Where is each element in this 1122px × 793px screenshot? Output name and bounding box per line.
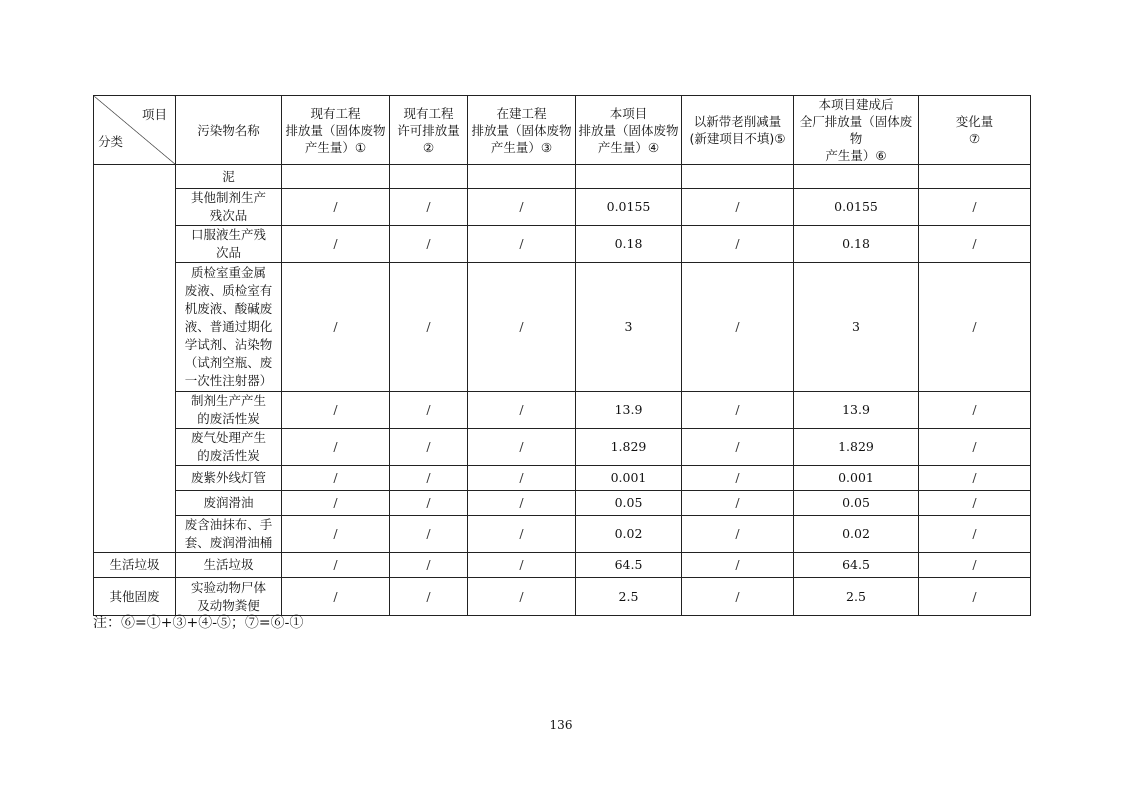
value-cell-c5: /	[682, 226, 794, 263]
category-cell	[94, 165, 176, 553]
header-line: (新建项目不填)⑤	[689, 131, 786, 146]
pollutant-name-line: 液、普通过期化	[184, 319, 273, 334]
pollutant-name-cell	[176, 189, 282, 226]
emissions-table	[93, 95, 1031, 616]
header-line: ⑦	[968, 131, 981, 146]
value-cell-c4: 3	[576, 263, 682, 392]
value-cell-c7: /	[919, 392, 1031, 429]
value-cell-c6: 64.5	[794, 553, 919, 578]
value-cell-c3: /	[468, 429, 576, 466]
value-cell-c4: 13.9	[576, 392, 682, 429]
pollutant-name-line: 套、废润滑油桶	[184, 535, 273, 550]
value-cell-c6: 0.0155	[794, 189, 919, 226]
pollutant-name-line: 的废活性炭	[197, 448, 260, 463]
value-cell-c1: /	[282, 263, 390, 392]
header-line: 产生量）③	[490, 139, 553, 155]
table-row	[94, 466, 1031, 491]
value-cell-c4: 64.5	[576, 553, 682, 578]
value-cell-c3: /	[468, 491, 576, 516]
table-body	[94, 165, 1031, 616]
value-cell-c4: 0.18	[576, 226, 682, 263]
value-cell-c5: /	[682, 553, 794, 578]
value-cell-c5: /	[682, 516, 794, 553]
value-cell-c2	[390, 165, 468, 189]
value-cell-c3: /	[468, 553, 576, 578]
value-cell-c1: /	[282, 226, 390, 263]
pollutant-name-line: 废润滑油	[203, 495, 254, 510]
value-cell-c4: 0.001	[576, 466, 682, 491]
value-cell-c2: /	[390, 263, 468, 392]
table-row	[94, 429, 1031, 466]
pollutant-name-line: 废液、质检室有	[184, 283, 273, 298]
value-cell-c1: /	[282, 516, 390, 553]
value-cell-c4: 2.5	[576, 578, 682, 616]
value-cell-c2: /	[390, 189, 468, 226]
value-cell-c3: /	[468, 466, 576, 491]
header-line: 本项目建成后	[818, 97, 894, 112]
pollutant-name-cell	[176, 578, 282, 616]
table-row	[94, 165, 1031, 189]
table-row	[94, 392, 1031, 429]
header-line: ②	[422, 139, 435, 155]
value-cell-c2: /	[390, 578, 468, 616]
pollutant-name-line: 其他制剂生产	[190, 190, 266, 205]
value-cell-c4: 1.829	[576, 429, 682, 466]
header-row	[94, 96, 1031, 165]
page-number: 136	[549, 718, 573, 732]
header-line: 许可排放量	[397, 122, 460, 138]
header-line: 排放量（固体废物	[471, 122, 572, 138]
pollutant-name-cell	[176, 392, 282, 429]
header-col3	[468, 96, 576, 165]
header-line: 以新带老削减量	[693, 114, 782, 129]
table-row	[94, 263, 1031, 392]
pollutant-name-line: 一次性注射器）	[184, 373, 273, 388]
pollutant-name-cell	[176, 491, 282, 516]
value-cell-c5: /	[682, 491, 794, 516]
pollutant-name-line: 废含油抹布、手	[184, 517, 273, 532]
pollutant-name-line: 质检室重金属	[190, 265, 266, 280]
value-cell-c6: 0.001	[794, 466, 919, 491]
pollutant-name-line: 制剂生产产生	[190, 393, 266, 408]
header-line: 本项目	[609, 105, 648, 121]
value-cell-c6: 0.18	[794, 226, 919, 263]
table-row	[94, 491, 1031, 516]
value-cell-c4	[576, 165, 682, 189]
pollutant-name-line: 泥	[222, 168, 235, 184]
value-cell-c2: /	[390, 491, 468, 516]
category-cell: 生活垃圾	[94, 553, 176, 578]
value-cell-c6	[794, 165, 919, 189]
value-cell-c3: /	[468, 189, 576, 226]
header-col6	[794, 96, 919, 165]
value-cell-c2: /	[390, 466, 468, 491]
pollutant-name-line: 废紫外线灯管	[190, 470, 266, 485]
value-cell-c4: 0.0155	[576, 189, 682, 226]
header-line: 全厂排放量（固体废物	[799, 114, 913, 146]
pollutant-name-cell	[176, 516, 282, 553]
value-cell-c5: /	[682, 429, 794, 466]
pollutant-name-line: 废气处理产生	[190, 430, 266, 445]
header-col4	[576, 96, 682, 165]
value-cell-c5: /	[682, 263, 794, 392]
pollutant-name-cell	[176, 263, 282, 392]
value-cell-c1: /	[282, 578, 390, 616]
value-cell-c5: /	[682, 466, 794, 491]
header-line: 现有工程	[310, 105, 361, 121]
value-cell-c5: /	[682, 392, 794, 429]
value-cell-c7	[919, 165, 1031, 189]
value-cell-c7: /	[919, 553, 1031, 578]
header-col7	[919, 96, 1031, 165]
header-col2	[390, 96, 468, 165]
pollutant-name-line: 残次品	[209, 208, 248, 223]
header-col5	[682, 96, 794, 165]
header-line: 排放量（固体废物	[578, 122, 679, 138]
value-cell-c6: 1.829	[794, 429, 919, 466]
pollutant-name-line: 口服液生产残	[190, 227, 266, 242]
header-col1	[282, 96, 390, 165]
value-cell-c2: /	[390, 516, 468, 553]
pollutant-name-line: 实验动物尸体	[190, 579, 266, 595]
value-cell-c1: /	[282, 491, 390, 516]
header-line: 产生量）④	[597, 139, 660, 155]
table-row	[94, 226, 1031, 263]
header-line: 变化量	[955, 114, 994, 129]
value-cell-c2: /	[390, 429, 468, 466]
pollutant-name-line: 生活垃圾	[203, 557, 254, 572]
value-cell-c7: /	[919, 466, 1031, 491]
value-cell-c7: /	[919, 491, 1031, 516]
value-cell-c7: /	[919, 226, 1031, 263]
value-cell-c7: /	[919, 189, 1031, 226]
value-cell-c2: /	[390, 226, 468, 263]
category-cell: 其他固废	[94, 578, 176, 616]
header-line: 产生量）⑥	[825, 148, 887, 163]
table-row	[94, 516, 1031, 553]
value-cell-c1: /	[282, 392, 390, 429]
value-cell-c5: /	[682, 189, 794, 226]
value-cell-c3: /	[468, 392, 576, 429]
value-cell-c5: /	[682, 578, 794, 616]
header-line: 在建工程	[496, 105, 547, 121]
value-cell-c1: /	[282, 429, 390, 466]
value-cell-c4: 0.05	[576, 491, 682, 516]
value-cell-c1: /	[282, 189, 390, 226]
pollutant-name-line: 及动物粪便	[197, 597, 260, 613]
value-cell-c7: /	[919, 516, 1031, 553]
value-cell-c4: 0.02	[576, 516, 682, 553]
value-cell-c6: 3	[794, 263, 919, 392]
formula-note: 注：⑥=①+③+④-⑤；⑦=⑥-①	[93, 615, 304, 631]
diagonal-header-cell	[94, 96, 176, 165]
value-cell-c3: /	[468, 226, 576, 263]
diag-top-label: 项目	[141, 107, 167, 122]
value-cell-c7: /	[919, 578, 1031, 616]
pollutant-name-cell	[176, 165, 282, 189]
value-cell-c1: /	[282, 553, 390, 578]
value-cell-c1	[282, 165, 390, 189]
header-line: 产生量）①	[304, 139, 367, 155]
pollutant-name-cell	[176, 466, 282, 491]
pollutant-name-cell	[176, 429, 282, 466]
pollutant-name-line: 机废液、酸碱废	[184, 301, 273, 316]
header-line: 排放量（固体废物	[285, 122, 386, 138]
pollutant-name-line: 学试剂、沾染物	[184, 337, 273, 352]
value-cell-c7: /	[919, 263, 1031, 392]
value-cell-c6: 2.5	[794, 578, 919, 616]
value-cell-c2: /	[390, 553, 468, 578]
header-pollutant: 污染物名称	[176, 96, 282, 165]
value-cell-c5	[682, 165, 794, 189]
table-row	[94, 189, 1031, 226]
value-cell-c6: 0.02	[794, 516, 919, 553]
value-cell-c3: /	[468, 263, 576, 392]
pollutant-name-cell	[176, 226, 282, 263]
pollutant-name-line: （试剂空瓶、废	[184, 355, 273, 370]
value-cell-c3: /	[468, 516, 576, 553]
value-cell-c1: /	[282, 466, 390, 491]
value-cell-c3	[468, 165, 576, 189]
value-cell-c6: 0.05	[794, 491, 919, 516]
pollutant-name-line: 次品	[215, 245, 241, 260]
table-row	[94, 578, 1031, 616]
diag-bottom-label: 分类	[98, 134, 124, 149]
value-cell-c6: 13.9	[794, 392, 919, 429]
value-cell-c7: /	[919, 429, 1031, 466]
value-cell-c3: /	[468, 578, 576, 616]
header-line: 现有工程	[403, 105, 454, 121]
value-cell-c2: /	[390, 392, 468, 429]
table-row	[94, 553, 1031, 578]
pollutant-name-cell	[176, 553, 282, 578]
pollutant-name-line: 的废活性炭	[197, 411, 260, 426]
